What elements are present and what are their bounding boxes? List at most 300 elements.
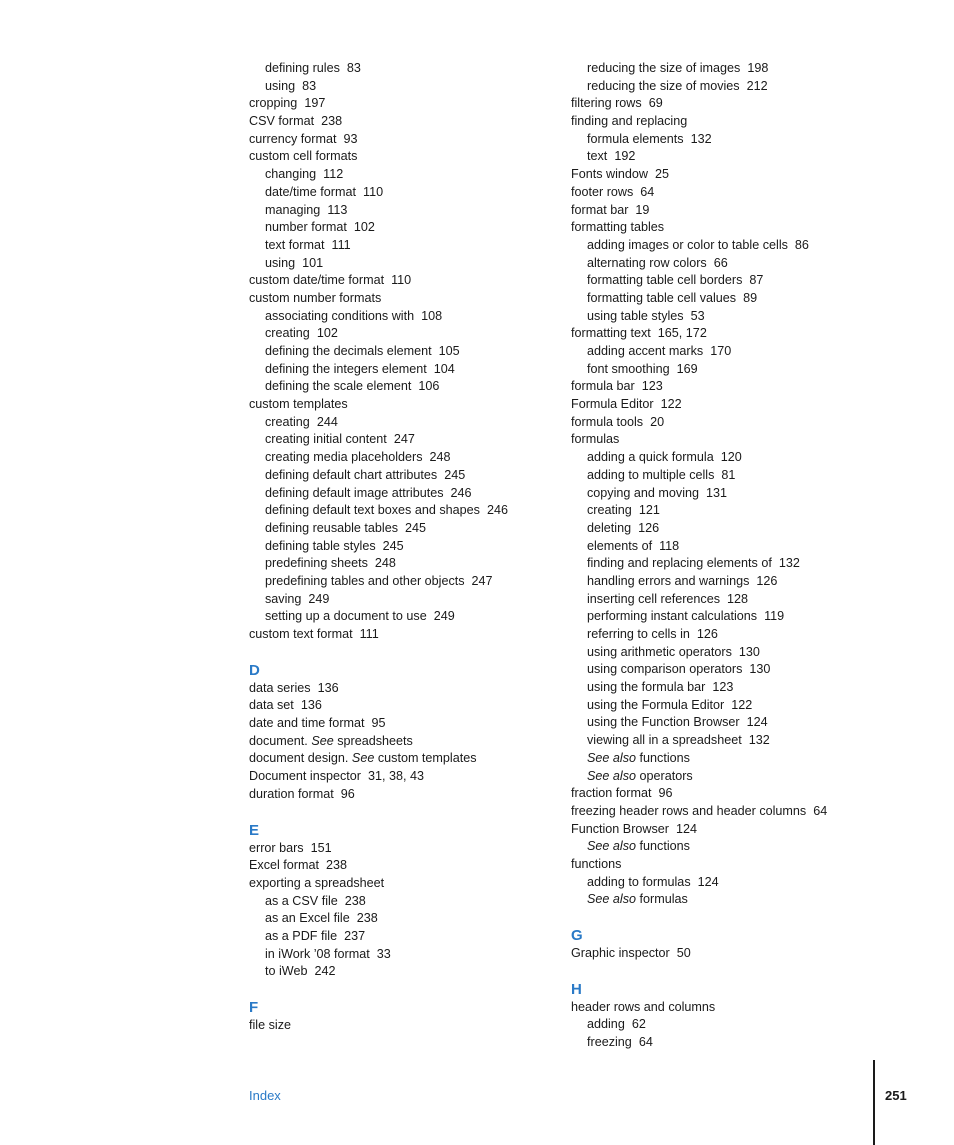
page-reference: 126 xyxy=(638,520,660,535)
page-reference: 123 xyxy=(641,379,663,394)
index-entry xyxy=(249,95,549,113)
index-term: using xyxy=(265,78,296,93)
page-reference: 197 xyxy=(304,96,326,111)
index-term: Excel format xyxy=(249,858,319,873)
index-subentry xyxy=(571,520,871,538)
index-subentry xyxy=(571,78,871,96)
index-term: as a PDF file xyxy=(265,928,338,943)
index-subentry xyxy=(571,60,871,78)
page-reference: 104 xyxy=(433,361,455,376)
index-term: Graphic inspector xyxy=(571,946,670,960)
index-term: elements of xyxy=(587,538,653,553)
index-entry xyxy=(571,431,871,449)
page-reference: 124 xyxy=(746,715,768,730)
index-entry xyxy=(571,184,871,202)
index-term: predefining sheets xyxy=(265,556,368,571)
page-reference: 111 xyxy=(359,627,379,641)
index-subentry xyxy=(571,308,871,326)
index-term: functions xyxy=(571,856,622,871)
index-term: copying and moving xyxy=(587,485,700,500)
page-reference: 64 xyxy=(638,1035,653,1050)
index-entry xyxy=(249,768,549,786)
index-entry xyxy=(571,378,871,396)
page-reference: 110 xyxy=(363,184,384,199)
index-subentry xyxy=(571,538,871,556)
page-reference: 238 xyxy=(356,911,378,926)
page-reference: 118 xyxy=(659,538,680,553)
index-term: using arithmetic operators xyxy=(587,644,732,659)
page-reference: 170 xyxy=(710,344,732,358)
index-entry xyxy=(249,396,549,414)
index-subentry xyxy=(571,467,871,485)
index-entry xyxy=(249,697,549,715)
page-reference: 192 xyxy=(614,149,636,164)
index-term: fraction format xyxy=(571,786,652,801)
page-reference: 126 xyxy=(696,627,718,641)
index-subentry xyxy=(571,485,871,503)
index-entry xyxy=(249,715,549,733)
page-reference: 33 xyxy=(376,946,391,961)
index-term: formula tools xyxy=(571,414,644,429)
index-subentry xyxy=(571,148,871,166)
page-reference: 111 xyxy=(331,237,351,252)
index-term: cropping xyxy=(249,96,298,111)
index-section-letter: G xyxy=(571,927,583,944)
page-reference: 131 xyxy=(706,485,728,500)
index-term: as a CSV file xyxy=(265,893,338,908)
index-term: reducing the size of movies xyxy=(587,78,740,93)
index-term: as an Excel file xyxy=(265,911,350,926)
index-term: freezing header rows and header columns xyxy=(571,803,807,818)
page-reference: 69 xyxy=(648,96,663,111)
index-subentry xyxy=(249,325,549,343)
index-term: defining rules xyxy=(265,61,340,75)
see-target: functions xyxy=(639,750,690,765)
index-subentry xyxy=(249,485,549,503)
page-reference: 246 xyxy=(486,503,508,518)
index-subentry xyxy=(571,272,871,290)
page-reference: 93 xyxy=(343,131,358,146)
page-reference: 124 xyxy=(697,874,719,889)
index-term: defining reusable tables xyxy=(265,520,399,535)
index-term: in iWork ’08 format xyxy=(265,946,370,961)
index-section-letter: D xyxy=(249,661,260,679)
page-reference: 86 xyxy=(794,237,809,252)
index-entry xyxy=(571,785,871,803)
index-term: creating xyxy=(587,503,632,518)
page-reference: 246 xyxy=(450,485,472,500)
page-reference: 151 xyxy=(310,840,332,855)
page-reference: 238 xyxy=(344,893,366,908)
page-reference: 122 xyxy=(660,397,682,412)
index-term: duration format xyxy=(249,786,334,801)
index-entry xyxy=(249,113,549,131)
index-subentry xyxy=(571,573,871,591)
see-target: custom templates xyxy=(377,751,477,766)
page-reference: 126 xyxy=(756,573,778,588)
page-reference: 25 xyxy=(655,167,670,182)
index-subentry xyxy=(249,928,549,946)
index-term: filtering rows xyxy=(571,96,642,111)
page-reference: 102 xyxy=(316,326,338,341)
index-term: custom date/time format xyxy=(249,273,385,288)
index-subentry xyxy=(249,520,549,538)
page-reference: 87 xyxy=(749,273,764,288)
index-section-letter: H xyxy=(571,980,582,998)
index-subentry xyxy=(571,697,871,715)
page-reference: 248 xyxy=(429,450,451,465)
index-subentry xyxy=(249,343,549,361)
page-reference: 120 xyxy=(720,450,742,465)
page-reference: 121 xyxy=(638,503,660,518)
index-subentry xyxy=(571,891,871,909)
page-reference: 122 xyxy=(731,697,753,712)
index-entry xyxy=(571,325,871,343)
index-subentry xyxy=(249,361,549,379)
index-term: deleting xyxy=(587,520,632,535)
page-reference: 212 xyxy=(746,78,768,93)
page-reference: 249 xyxy=(308,591,330,606)
see-reference: See also xyxy=(587,750,637,765)
index-term: creating media placeholders xyxy=(265,450,423,465)
index-entry xyxy=(571,945,871,963)
index-term: associating conditions with xyxy=(265,308,415,323)
page-reference: 95 xyxy=(371,716,386,731)
index-entry xyxy=(249,272,549,290)
page-reference: 237 xyxy=(344,928,366,943)
footer-divider xyxy=(873,1060,875,1145)
index-subentry xyxy=(571,661,871,679)
index-term: adding to multiple cells xyxy=(587,467,715,482)
index-column-left xyxy=(249,60,549,1035)
index-subentry xyxy=(571,1016,871,1034)
index-term: reducing the size of images xyxy=(587,61,741,75)
page-reference: 81 xyxy=(721,467,736,482)
index-subentry xyxy=(571,361,871,379)
index-subentry xyxy=(571,768,871,786)
index-term: Fonts window xyxy=(571,167,648,182)
index-subentry xyxy=(249,78,549,96)
page-reference: 244 xyxy=(316,414,338,429)
index-subentry xyxy=(571,255,871,273)
index-term: formatting tables xyxy=(571,220,665,235)
index-term: adding to formulas xyxy=(587,874,691,889)
page-reference: 31, 38, 43 xyxy=(368,769,425,784)
index-entry xyxy=(249,733,549,751)
index-term: managing xyxy=(265,202,321,217)
page-reference: 83 xyxy=(302,78,317,93)
index-subentry xyxy=(571,679,871,697)
index-term: defining the scale element xyxy=(265,379,412,394)
index-term: freezing xyxy=(587,1035,632,1050)
index-term: using the Formula Editor xyxy=(587,697,725,712)
index-entry xyxy=(249,1017,549,1035)
index-entry xyxy=(571,219,871,237)
index-subentry xyxy=(249,591,549,609)
index-term: document. xyxy=(249,733,308,748)
index-subentry xyxy=(571,591,871,609)
index-term: text format xyxy=(265,237,325,252)
index-section-letter: E xyxy=(249,821,260,839)
index-term: changing xyxy=(265,167,317,182)
index-subentry xyxy=(249,538,549,556)
index-subentry xyxy=(571,732,871,750)
page-reference: 238 xyxy=(321,114,343,129)
index-term: document design. xyxy=(249,751,349,766)
page-reference: 124 xyxy=(676,821,698,836)
index-subentry xyxy=(249,946,549,964)
index-term: CSV format xyxy=(249,114,315,129)
index-term: custom templates xyxy=(249,397,348,412)
index-subentry xyxy=(249,378,549,396)
index-subentry xyxy=(249,166,549,184)
index-term: saving xyxy=(265,591,302,606)
page-reference: 50 xyxy=(676,946,691,960)
page-reference: 102 xyxy=(353,220,375,235)
index-entry xyxy=(249,875,549,893)
index-subentry xyxy=(249,893,549,911)
index-term: finding and replacing elements of xyxy=(587,556,772,571)
index-subentry xyxy=(249,608,549,626)
index-entry xyxy=(571,821,871,839)
see-reference: See also xyxy=(587,839,637,854)
index-term: adding accent marks xyxy=(587,344,704,358)
index-term: using table styles xyxy=(587,308,684,323)
index-term: formula elements xyxy=(587,131,684,146)
index-entry xyxy=(571,95,871,113)
index-term: formatting text xyxy=(571,326,651,341)
index-subentry xyxy=(571,626,871,644)
index-term: performing instant calculations xyxy=(587,609,758,624)
page-reference: 245 xyxy=(405,520,427,535)
index-term: data series xyxy=(249,680,311,695)
index-entry xyxy=(571,803,871,821)
index-subentry xyxy=(249,308,549,326)
index-subentry xyxy=(249,910,549,928)
index-term: creating xyxy=(265,326,310,341)
page-reference: 64 xyxy=(813,803,828,818)
index-term: formatting table cell values xyxy=(587,290,737,305)
index-term: number format xyxy=(265,220,347,235)
page-reference: 132 xyxy=(690,131,712,146)
index-entry xyxy=(249,680,549,698)
index-term: data set xyxy=(249,698,294,713)
index-term: inserting cell references xyxy=(587,591,720,606)
page-reference: 105 xyxy=(438,344,460,358)
page-reference: 20 xyxy=(650,414,665,429)
index-entry xyxy=(249,840,549,858)
index-entry xyxy=(249,857,549,875)
page-reference: 96 xyxy=(340,786,355,801)
index-subentry xyxy=(571,449,871,467)
page-reference: 165, 172 xyxy=(657,326,707,341)
page-reference: 112 xyxy=(323,167,344,182)
page-reference: 132 xyxy=(778,556,800,571)
page-reference: 247 xyxy=(393,432,415,447)
index-term: setting up a document to use xyxy=(265,609,427,624)
page-reference: 101 xyxy=(302,255,324,270)
page-reference: 238 xyxy=(326,858,348,873)
page-reference: 248 xyxy=(374,556,396,571)
page-reference: 136 xyxy=(300,698,322,713)
index-entry xyxy=(249,290,549,308)
see-target: functions xyxy=(639,839,690,854)
index-term: Formula Editor xyxy=(571,397,654,412)
page-reference: 136 xyxy=(317,680,339,695)
index-entry xyxy=(249,148,549,166)
index-section-letter: F xyxy=(249,999,259,1016)
page-reference: 53 xyxy=(690,308,705,323)
page-number: 251 xyxy=(885,1088,907,1103)
index-term: handling errors and warnings xyxy=(587,573,750,588)
index-term: to iWeb xyxy=(265,964,308,979)
page-reference: 132 xyxy=(748,733,770,748)
index-subentry xyxy=(249,449,549,467)
index-subentry xyxy=(571,343,871,361)
index-term: finding and replacing xyxy=(571,114,688,129)
index-subentry xyxy=(571,750,871,768)
index-term: adding a quick formula xyxy=(587,450,714,465)
page-reference: 198 xyxy=(747,61,769,75)
index-term: defining table styles xyxy=(265,538,376,553)
index-term: formatting table cell borders xyxy=(587,273,743,288)
index-term: predefining tables and other objects xyxy=(265,573,465,588)
index-subentry xyxy=(571,555,871,573)
page-reference: 123 xyxy=(712,680,734,695)
page-reference: 106 xyxy=(418,379,440,394)
index-subentry xyxy=(571,290,871,308)
index-entry xyxy=(571,414,871,432)
index-subentry xyxy=(571,874,871,892)
page-reference: 130 xyxy=(749,662,771,677)
page-reference: 247 xyxy=(471,573,493,588)
page-reference: 19 xyxy=(635,202,650,217)
index-entry xyxy=(571,856,871,874)
index-subentry xyxy=(249,202,549,220)
index-term: defining default text boxes and shapes xyxy=(265,503,480,518)
index-subentry xyxy=(571,502,871,520)
index-term: date and time format xyxy=(249,716,365,731)
see-target: operators xyxy=(639,768,693,783)
index-subentry xyxy=(249,237,549,255)
page-reference: 245 xyxy=(444,467,466,482)
index-subentry xyxy=(571,838,871,856)
index-subentry xyxy=(249,573,549,591)
index-term: text xyxy=(587,149,608,164)
index-term: footer rows xyxy=(571,184,634,199)
index-term: file size xyxy=(249,1018,291,1032)
index-term: Document inspector xyxy=(249,769,361,784)
index-entry xyxy=(571,396,871,414)
page-reference: 242 xyxy=(314,964,336,979)
index-term: custom text format xyxy=(249,627,353,641)
index-term: creating xyxy=(265,414,310,429)
page-reference: 128 xyxy=(727,591,749,606)
index-term: font smoothing xyxy=(587,361,670,376)
index-subentry xyxy=(571,644,871,662)
index-entry xyxy=(249,750,549,768)
index-term: formulas xyxy=(571,432,620,447)
index-subentry xyxy=(571,131,871,149)
index-term: error bars xyxy=(249,840,304,855)
index-subentry xyxy=(571,608,871,626)
index-term: alternating row colors xyxy=(587,255,707,270)
index-term: using the Function Browser xyxy=(587,715,740,730)
index-term: adding xyxy=(587,1017,625,1032)
index-subentry xyxy=(249,184,549,202)
page-reference: 62 xyxy=(631,1017,646,1032)
page-reference: 130 xyxy=(738,644,760,659)
index-term: using comparison operators xyxy=(587,662,743,677)
index-entry xyxy=(249,786,549,804)
index-term: formula bar xyxy=(571,379,635,394)
index-term: defining the decimals element xyxy=(265,344,432,358)
index-subentry xyxy=(249,467,549,485)
page-reference: 66 xyxy=(713,255,728,270)
page-reference: 113 xyxy=(327,202,348,217)
see-reference: See xyxy=(311,733,334,748)
index-subentry xyxy=(249,60,549,78)
see-reference: See also xyxy=(587,892,637,907)
footer-section-label: Index xyxy=(249,1088,281,1103)
page-reference: 169 xyxy=(676,361,698,376)
index-term: format bar xyxy=(571,202,629,217)
page-reference: 245 xyxy=(382,538,404,553)
index-term: Function Browser xyxy=(571,821,669,836)
index-term: exporting a spreadsheet xyxy=(249,875,385,890)
index-term: defining the integers element xyxy=(265,361,427,376)
index-term: adding images or color to table cells xyxy=(587,237,788,252)
index-entry xyxy=(571,113,871,131)
see-reference: See also xyxy=(587,768,637,783)
index-term: custom number formats xyxy=(249,290,382,305)
index-entry xyxy=(249,626,549,644)
index-term: header rows and columns xyxy=(571,999,716,1014)
index-subentry xyxy=(571,237,871,255)
index-entry xyxy=(571,166,871,184)
index-term: using the formula bar xyxy=(587,680,706,695)
index-subentry xyxy=(249,219,549,237)
index-subentry xyxy=(249,502,549,520)
index-subentry xyxy=(249,255,549,273)
page-reference: 96 xyxy=(658,786,673,801)
index-term: custom cell formats xyxy=(249,149,358,164)
see-target: spreadsheets xyxy=(337,733,413,748)
index-subentry xyxy=(249,555,549,573)
index-term: creating initial content xyxy=(265,432,387,447)
index-subentry xyxy=(249,963,549,981)
index-subentry xyxy=(249,414,549,432)
index-subentry xyxy=(571,714,871,732)
index-subentry xyxy=(249,431,549,449)
index-term: referring to cells in xyxy=(587,627,690,641)
see-target: formulas xyxy=(639,892,688,907)
page-reference: 110 xyxy=(391,273,412,288)
see-reference: See xyxy=(351,751,375,766)
index-entry xyxy=(571,999,871,1017)
page-reference: 64 xyxy=(640,184,655,199)
index-term: date/time format xyxy=(265,184,356,199)
index-entry xyxy=(571,202,871,220)
index-term: viewing all in a spreadsheet xyxy=(587,733,742,748)
index-term: using xyxy=(265,255,296,270)
index-term: defining default chart attributes xyxy=(265,467,438,482)
index-column-right xyxy=(571,60,871,1052)
page-reference: 83 xyxy=(346,61,361,75)
index-subentry xyxy=(571,1034,871,1052)
page-reference: 108 xyxy=(421,308,443,323)
page-reference: 119 xyxy=(764,609,785,624)
